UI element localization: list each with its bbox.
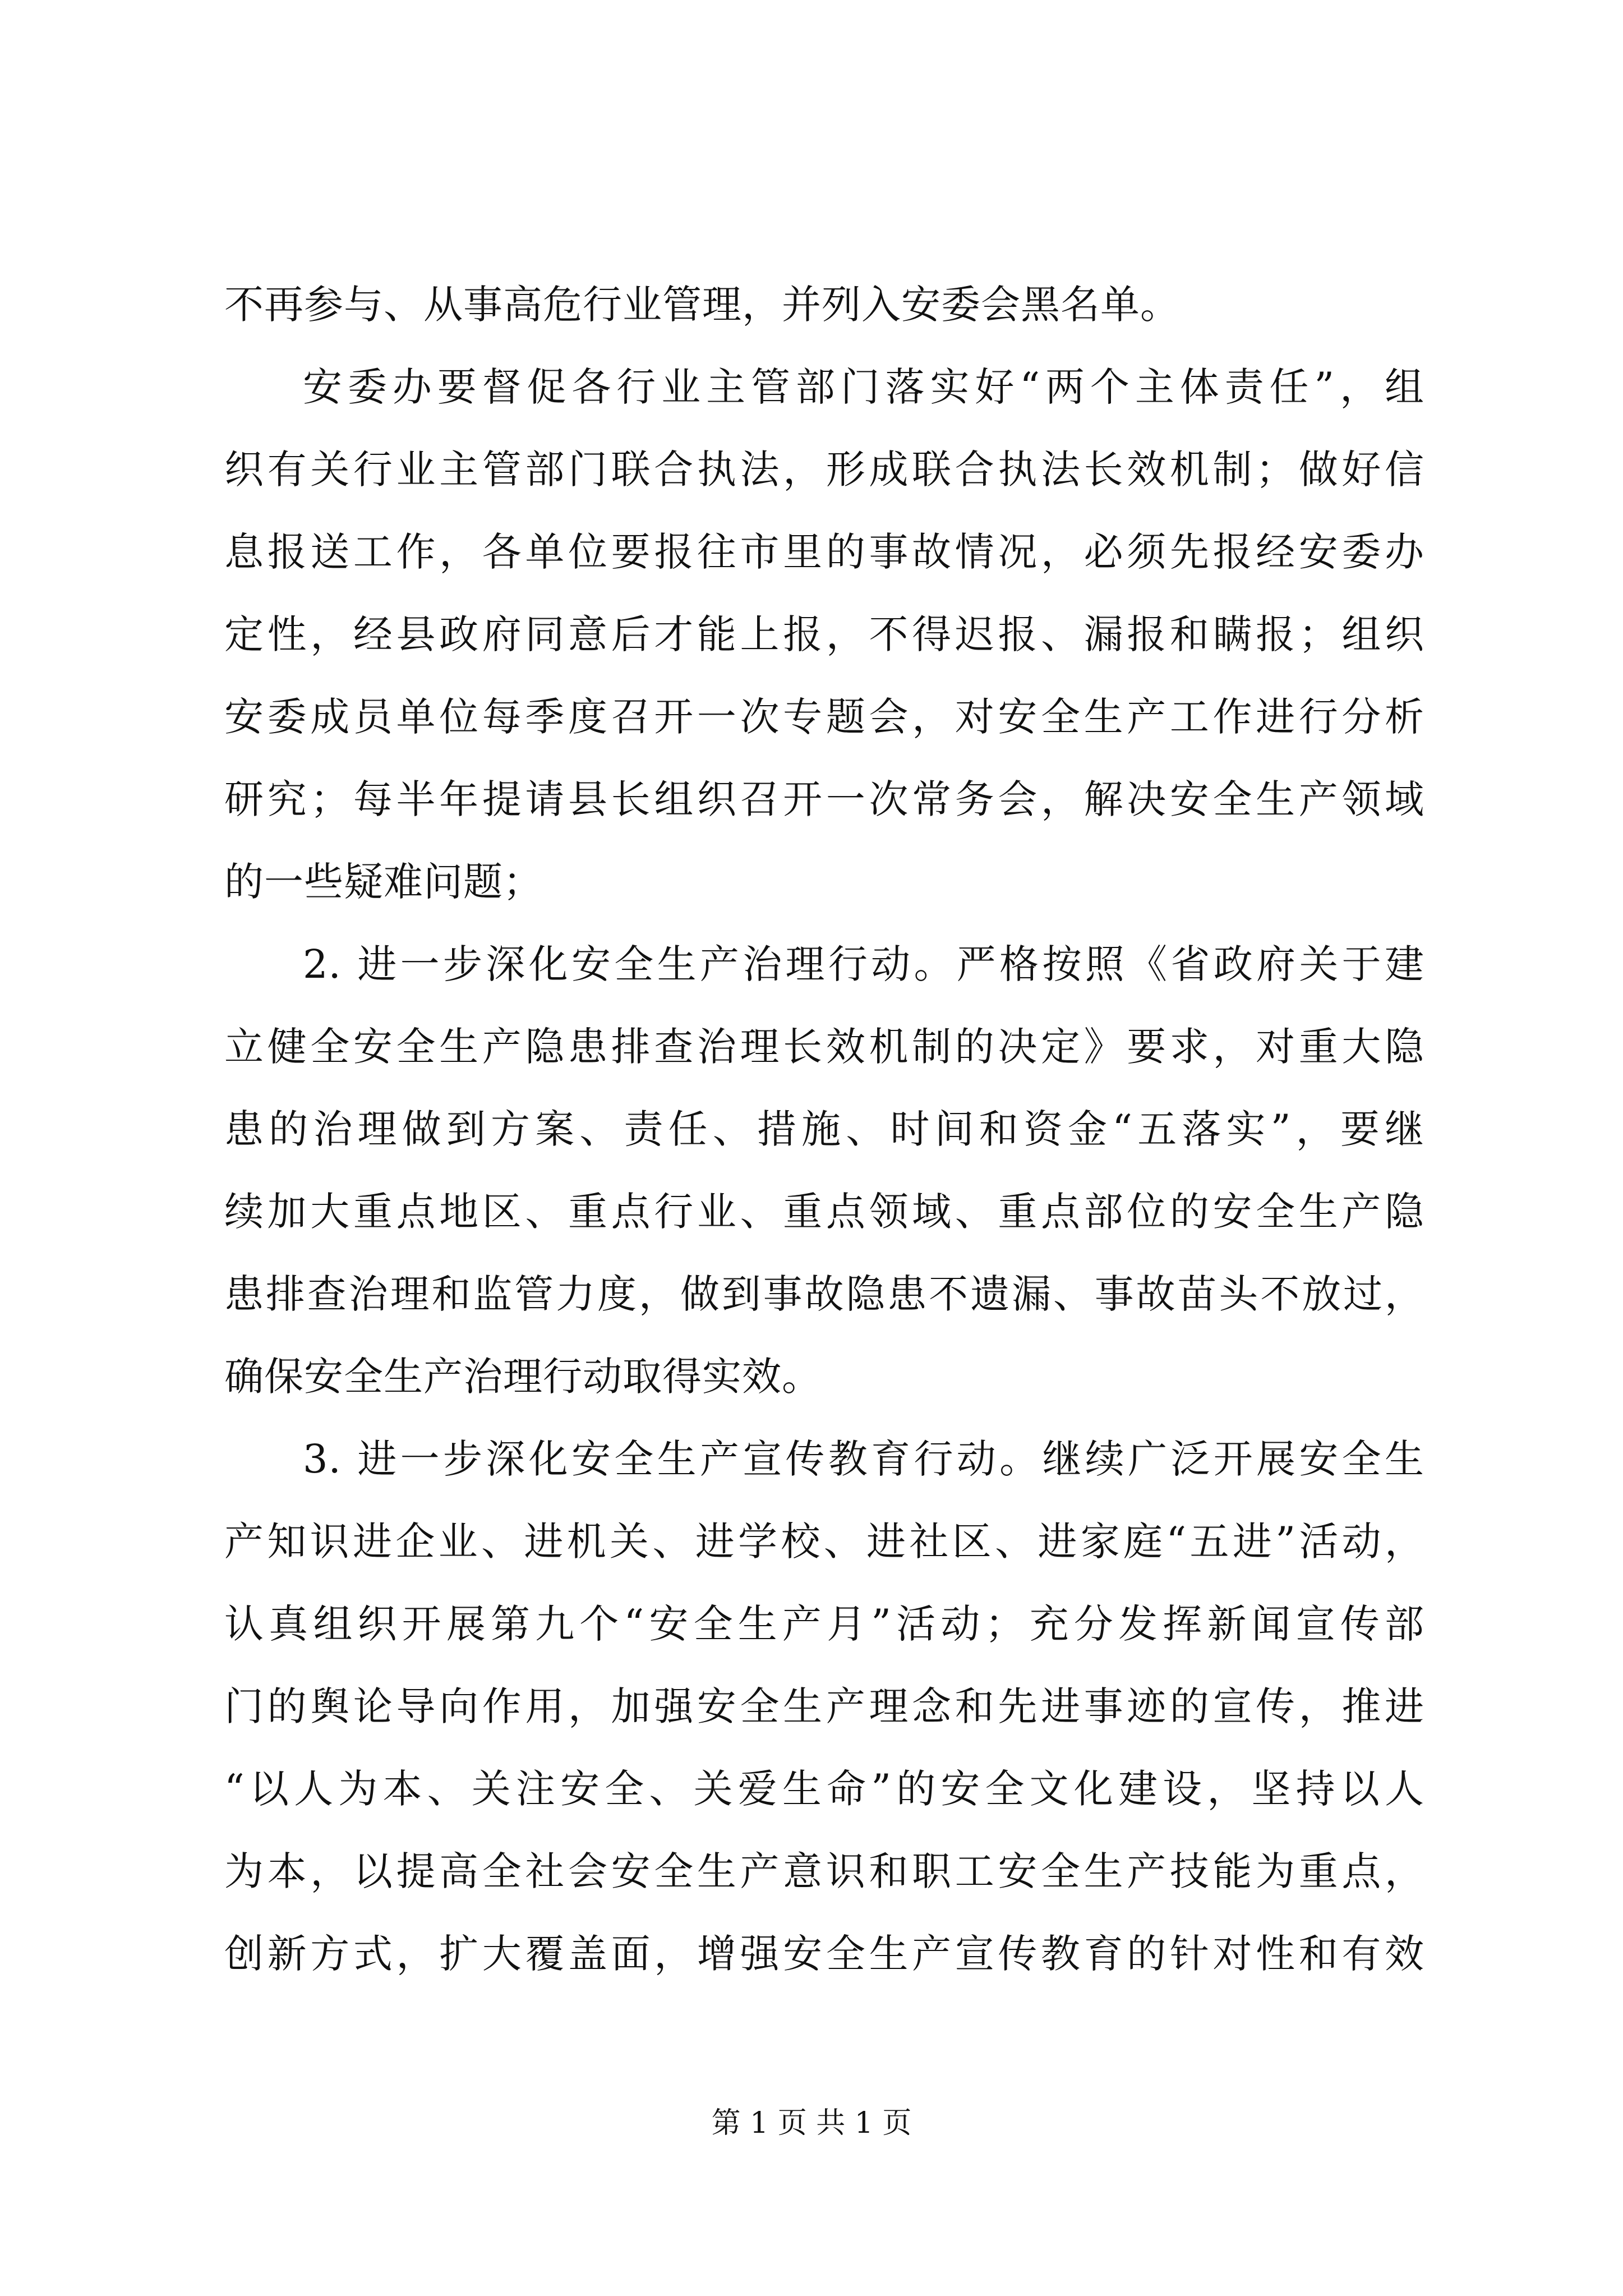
page-footer: 第 1 页 共 1 页 <box>711 2106 912 2140</box>
text-line: 续加大重点地区、重点行业、重点领域、重点部位的安全生产隐 <box>224 1189 1424 1235</box>
text-line: 安委成员单位每季度召开一次专题会，对安全生产工作进行分析 <box>224 694 1424 740</box>
text-line: 3. 进一步深化安全生产宣传教育行动。继续广泛开展安全生 <box>303 1436 1424 1482</box>
text-line: 门的舆论导向作用，加强安全生产理念和先进事迹的宣传，推进 <box>224 1683 1424 1729</box>
document-body <box>224 264 1424 1995</box>
text-line: 创新方式，扩大覆盖面，增强安全生产宣传教育的针对性和有效 <box>224 1931 1424 1977</box>
text-line: 织有关行业主管部门联合执法，形成联合执法长效机制；做好信 <box>224 447 1424 493</box>
text-line: 2. 进一步深化安全生产治理行动。严格按照《省政府关于建 <box>303 941 1424 987</box>
text-line: 定性，经县政府同意后才能上报，不得迟报、漏报和瞒报；组织 <box>224 611 1424 657</box>
text-line: 产知识进企业、进机关、进学校、进社区、进家庭“五进”活动， <box>224 1519 1424 1565</box>
text-line: 为本，以提高全社会安全生产意识和职工安全生产技能为重点， <box>224 1848 1424 1894</box>
text-line: 研究；每半年提请县长组织召开一次常务会，解决安全生产领域 <box>224 776 1424 822</box>
text-line: 立健全安全生产隐患排查治理长效机制的决定》要求，对重大隐 <box>224 1024 1424 1070</box>
text-line: 的一些疑难问题； <box>224 859 543 905</box>
text-line: 不再参与、从事高危行业管理，并列入安委会黑名单。 <box>224 282 1180 328</box>
text-line: 息报送工作，各单位要报往市里的事故情况，必须先报经安委办 <box>224 529 1424 575</box>
text-line: 认真组织开展第九个“安全生产月”活动；充分发挥新闻宣传部 <box>224 1601 1424 1647</box>
text-line: 安委办要督促各行业主管部门落实好“两个主体责任”，组 <box>303 364 1424 410</box>
text-line: “以人为本、关注安全、关爱生命”的安全文化建设，坚持以人 <box>224 1766 1424 1812</box>
text-line: 确保安全生产治理行动取得实效。 <box>224 1354 822 1400</box>
text-line: 患排查治理和监管力度，做到事故隐患不遗漏、事故苗头不放过， <box>224 1271 1424 1317</box>
text-line: 患的治理做到方案、责任、措施、时间和资金“五落实”，要继 <box>224 1106 1424 1152</box>
